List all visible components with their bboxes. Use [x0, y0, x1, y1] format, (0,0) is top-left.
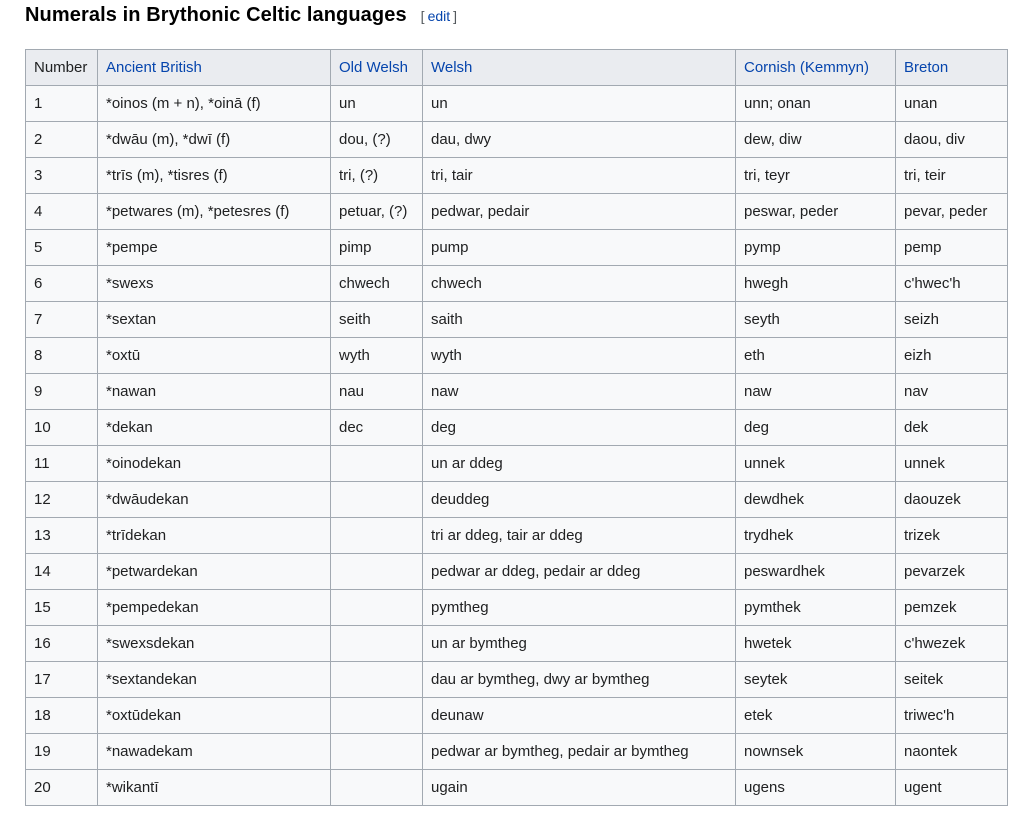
cell-breton: pemzek: [896, 590, 1008, 626]
cell-ancient: *dwāudekan: [98, 482, 331, 518]
cell-number: 20: [26, 770, 98, 806]
table-row: [26, 194, 1008, 230]
table-row: [26, 338, 1008, 374]
column-header-breton[interactable]: [896, 50, 1008, 86]
cell-number: 10: [26, 410, 98, 446]
cell-oldwelsh: wyth: [331, 338, 423, 374]
cell-number: 12: [26, 482, 98, 518]
cell-welsh: wyth: [423, 338, 736, 374]
cell-breton: naontek: [896, 734, 1008, 770]
cell-number: 9: [26, 374, 98, 410]
cell-cornish: seytek: [736, 662, 896, 698]
cell-oldwelsh: [331, 626, 423, 662]
cell-ancient: *nawan: [98, 374, 331, 410]
cell-ancient: *pempe: [98, 230, 331, 266]
table-row: [26, 122, 1008, 158]
cell-cornish: unnek: [736, 446, 896, 482]
cell-ancient: *sextan: [98, 302, 331, 338]
cell-number: 3: [26, 158, 98, 194]
cell-breton: c'hwec'h: [896, 266, 1008, 302]
cell-number: 4: [26, 194, 98, 230]
cell-breton: seizh: [896, 302, 1008, 338]
cell-ancient: *swexs: [98, 266, 331, 302]
cell-cornish: hwetek: [736, 626, 896, 662]
cell-breton: unan: [896, 86, 1008, 122]
cell-cornish: peswar, peder: [736, 194, 896, 230]
section-heading: [25, 4, 1024, 27]
cell-welsh: tri ar ddeg, tair ar ddeg: [423, 518, 736, 554]
cell-ancient: *trīs (m), *tisres (f): [98, 158, 331, 194]
cell-number: 17: [26, 662, 98, 698]
cell-breton: daou, div: [896, 122, 1008, 158]
cell-ancient: *wikantī: [98, 770, 331, 806]
cell-breton: pevar, peder: [896, 194, 1008, 230]
cell-welsh: chwech: [423, 266, 736, 302]
column-header-cornish[interactable]: [736, 50, 896, 86]
cell-breton: trizek: [896, 518, 1008, 554]
column-header-link-welsh[interactable]: Welsh: [431, 59, 473, 76]
cell-ancient: *oinodekan: [98, 446, 331, 482]
table-row: [26, 554, 1008, 590]
table-row: [26, 770, 1008, 806]
cell-breton: pemp: [896, 230, 1008, 266]
cell-oldwelsh: seith: [331, 302, 423, 338]
cell-ancient: *pempedekan: [98, 590, 331, 626]
cell-number: 8: [26, 338, 98, 374]
cell-oldwelsh: [331, 662, 423, 698]
cell-oldwelsh: dec: [331, 410, 423, 446]
table-row: [26, 518, 1008, 554]
cell-breton: c'hwezek: [896, 626, 1008, 662]
cell-cornish: eth: [736, 338, 896, 374]
table-row: [26, 410, 1008, 446]
cell-oldwelsh: pimp: [331, 230, 423, 266]
table-row: [26, 266, 1008, 302]
cell-breton: seitek: [896, 662, 1008, 698]
column-header-ancient[interactable]: [98, 50, 331, 86]
cell-ancient: *swexsdekan: [98, 626, 331, 662]
cell-number: 7: [26, 302, 98, 338]
cell-number: 18: [26, 698, 98, 734]
cell-welsh: pedwar, pedair: [423, 194, 736, 230]
cell-welsh: ugain: [423, 770, 736, 806]
cell-welsh: un ar bymtheg: [423, 626, 736, 662]
table-row: [26, 230, 1008, 266]
cell-number: 16: [26, 626, 98, 662]
cell-number: 13: [26, 518, 98, 554]
cell-number: 1: [26, 86, 98, 122]
cell-ancient: *nawadekam: [98, 734, 331, 770]
cell-welsh: dau, dwy: [423, 122, 736, 158]
column-header-oldwelsh[interactable]: [331, 50, 423, 86]
cell-oldwelsh: [331, 554, 423, 590]
cell-number: 6: [26, 266, 98, 302]
cell-ancient: *oxtūdekan: [98, 698, 331, 734]
cell-cornish: unn; onan: [736, 86, 896, 122]
cell-welsh: pedwar ar bymtheg, pedair ar bymtheg: [423, 734, 736, 770]
table-row: [26, 698, 1008, 734]
cell-ancient: *oxtū: [98, 338, 331, 374]
cell-welsh: pump: [423, 230, 736, 266]
cell-cornish: pymp: [736, 230, 896, 266]
cell-number: 11: [26, 446, 98, 482]
edit-section: [421, 8, 457, 24]
cell-oldwelsh: [331, 770, 423, 806]
cell-welsh: saith: [423, 302, 736, 338]
cell-cornish: pymthek: [736, 590, 896, 626]
table-row: [26, 734, 1008, 770]
column-header-link-ancient[interactable]: Ancient British: [106, 59, 202, 76]
table-row: [26, 482, 1008, 518]
cell-welsh: deg: [423, 410, 736, 446]
cell-number: 19: [26, 734, 98, 770]
table-row: [26, 626, 1008, 662]
cell-ancient: *oinos (m + n), *oinā (f): [98, 86, 331, 122]
cell-cornish: dew, diw: [736, 122, 896, 158]
edit-bracket-open: [: [420, 8, 425, 24]
cell-oldwelsh: [331, 698, 423, 734]
cell-ancient: *petwares (m), *petesres (f): [98, 194, 331, 230]
cell-welsh: deunaw: [423, 698, 736, 734]
cell-cornish: dewdhek: [736, 482, 896, 518]
column-header-link-oldwelsh[interactable]: Old Welsh: [339, 59, 408, 76]
cell-cornish: etek: [736, 698, 896, 734]
cell-cornish: seyth: [736, 302, 896, 338]
cell-breton: pevarzek: [896, 554, 1008, 590]
cell-oldwelsh: chwech: [331, 266, 423, 302]
cell-cornish: ugens: [736, 770, 896, 806]
table-row: [26, 302, 1008, 338]
cell-welsh: deuddeg: [423, 482, 736, 518]
column-header-number: Number: [26, 50, 98, 86]
cell-welsh: tri, tair: [423, 158, 736, 194]
cell-welsh: naw: [423, 374, 736, 410]
cell-breton: tri, teir: [896, 158, 1008, 194]
cell-welsh: un ar ddeg: [423, 446, 736, 482]
cell-welsh: dau ar bymtheg, dwy ar bymtheg: [423, 662, 736, 698]
cell-cornish: hwegh: [736, 266, 896, 302]
cell-oldwelsh: [331, 590, 423, 626]
cell-cornish: tri, teyr: [736, 158, 896, 194]
table-row: [26, 662, 1008, 698]
cell-welsh: pedwar ar ddeg, pedair ar ddeg: [423, 554, 736, 590]
cell-breton: ugent: [896, 770, 1008, 806]
cell-oldwelsh: [331, 734, 423, 770]
cell-oldwelsh: [331, 446, 423, 482]
cell-breton: eizh: [896, 338, 1008, 374]
page-title: Numerals in Brythonic Celtic languages: [25, 4, 407, 26]
cell-number: 14: [26, 554, 98, 590]
cell-oldwelsh: petuar, (?): [331, 194, 423, 230]
edit-link[interactable]: edit: [427, 8, 451, 24]
table-header: [26, 50, 1008, 86]
cell-welsh: un: [423, 86, 736, 122]
cell-number: 5: [26, 230, 98, 266]
column-header-welsh[interactable]: [423, 50, 736, 86]
cell-cornish: nownsek: [736, 734, 896, 770]
cell-oldwelsh: un: [331, 86, 423, 122]
column-header-link-breton[interactable]: Breton: [904, 59, 949, 76]
edit-bracket-close: ]: [453, 8, 458, 24]
cell-cornish: deg: [736, 410, 896, 446]
cell-ancient: *dwāu (m), *dwī (f): [98, 122, 331, 158]
table-row: [26, 446, 1008, 482]
table-row: [26, 590, 1008, 626]
cell-ancient: *trīdekan: [98, 518, 331, 554]
cell-cornish: trydhek: [736, 518, 896, 554]
cell-oldwelsh: tri, (?): [331, 158, 423, 194]
cell-oldwelsh: nau: [331, 374, 423, 410]
cell-number: 15: [26, 590, 98, 626]
cell-ancient: *sextandekan: [98, 662, 331, 698]
numerals-table: [25, 49, 1008, 806]
table-row: [26, 158, 1008, 194]
column-header-link-cornish[interactable]: Cornish (Kemmyn): [744, 59, 870, 76]
table-row: [26, 374, 1008, 410]
cell-breton: daouzek: [896, 482, 1008, 518]
cell-welsh: pymtheg: [423, 590, 736, 626]
cell-ancient: *dekan: [98, 410, 331, 446]
cell-ancient: *petwardekan: [98, 554, 331, 590]
header-row: [26, 50, 1008, 86]
cell-cornish: peswardhek: [736, 554, 896, 590]
cell-cornish: naw: [736, 374, 896, 410]
cell-oldwelsh: [331, 518, 423, 554]
cell-oldwelsh: dou, (?): [331, 122, 423, 158]
cell-breton: unnek: [896, 446, 1008, 482]
table-body: [26, 86, 1008, 806]
cell-oldwelsh: [331, 482, 423, 518]
cell-breton: triwec'h: [896, 698, 1008, 734]
cell-number: 2: [26, 122, 98, 158]
cell-breton: dek: [896, 410, 1008, 446]
table-row: [26, 86, 1008, 122]
cell-breton: nav: [896, 374, 1008, 410]
